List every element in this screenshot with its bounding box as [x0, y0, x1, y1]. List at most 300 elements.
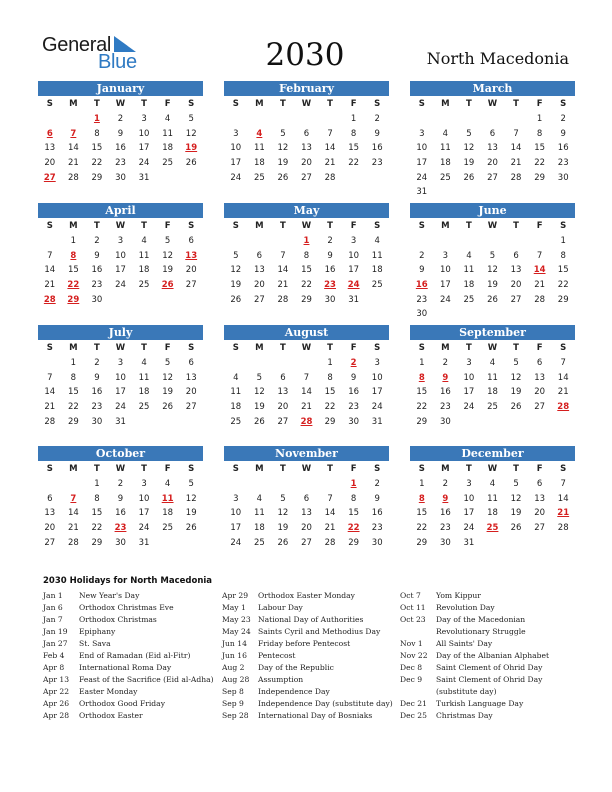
day-cell: 13	[510, 265, 522, 276]
day-cell: 11	[371, 250, 383, 261]
day-cell: 13	[301, 508, 312, 519]
holiday-name: Day of the Republic	[258, 663, 334, 672]
holiday-name: International Day of Bosniaks	[258, 711, 373, 720]
day-cell: 4	[141, 358, 147, 368]
day-cell: 15	[91, 508, 103, 519]
holiday-day-cell: 28	[557, 402, 570, 413]
weekday-label: F	[536, 221, 543, 231]
weekday-label: W	[487, 343, 498, 353]
holiday-entry	[43, 686, 218, 698]
day-cell: 6	[188, 358, 194, 368]
holiday-entry	[400, 590, 575, 602]
day-cell: 7	[327, 493, 333, 504]
day-cell: 11	[253, 143, 265, 154]
weekday-label: S	[560, 99, 567, 109]
logo-general-text: General	[42, 34, 112, 56]
day-cell: 30	[371, 537, 383, 548]
day-cell: 3	[442, 250, 449, 261]
weekday-label: W	[301, 99, 312, 109]
weekday-label: T	[141, 464, 147, 474]
day-cell: 31	[348, 294, 360, 305]
day-cell: 13	[185, 372, 197, 383]
holiday-name: Friday before Pentecost	[258, 639, 351, 648]
holiday-day-cell: 7	[70, 493, 77, 504]
day-cell: 15	[348, 508, 360, 519]
day-cell: 24	[115, 402, 126, 413]
day-cell: 26	[277, 172, 289, 183]
weekday-label: F	[350, 343, 357, 353]
day-cell: 14	[67, 143, 79, 154]
day-cell: 9	[94, 372, 100, 383]
day-cell: 11	[138, 250, 150, 261]
day-cell: 26	[510, 523, 522, 534]
empty-day-cell	[248, 477, 272, 492]
day-cell: 8	[303, 250, 310, 261]
day-cell: 6	[536, 479, 543, 489]
holiday-day-cell: 11	[161, 493, 174, 504]
day-cell: 8	[350, 493, 357, 504]
day-cell: 1	[419, 358, 425, 368]
day-cell: 25	[253, 537, 265, 548]
day-cell: 21	[324, 523, 336, 534]
month-title: February	[224, 81, 389, 96]
weekday-label: S	[232, 221, 239, 231]
day-cell: 9	[419, 265, 425, 276]
day-cell: 30	[439, 537, 451, 548]
day-cell: 16	[371, 143, 383, 154]
day-cell: 29	[416, 416, 428, 427]
day-cell: 14	[510, 143, 522, 154]
holiday-date: Apr 29	[222, 591, 249, 600]
holiday-name: Orthodox Christmas Eve	[79, 603, 174, 612]
holiday-day-cell: 2	[350, 358, 357, 368]
day-cell: 17	[416, 158, 428, 169]
holiday-entry	[400, 674, 575, 698]
day-cell: 29	[91, 172, 103, 183]
day-cell: 26	[162, 402, 174, 413]
day-cell: 12	[510, 372, 522, 383]
weekday-label: T	[94, 464, 100, 474]
day-cell: 9	[374, 493, 380, 504]
holiday-day-cell: 28	[43, 294, 56, 305]
day-cell: 1	[70, 358, 77, 368]
holiday-date: Apr 22	[43, 687, 70, 696]
holiday-date: May 23	[222, 615, 251, 624]
weekday-label: S	[46, 343, 53, 353]
weekday-label: T	[141, 221, 147, 231]
holiday-name: Easter Monday	[79, 687, 138, 696]
day-cell: 3	[466, 358, 472, 368]
weekday-label: F	[350, 464, 357, 474]
holiday-date: Apr 8	[43, 663, 65, 672]
day-cell: 18	[463, 280, 475, 291]
holiday-entry	[222, 662, 397, 674]
month-title: October	[38, 446, 203, 461]
day-cell: 5	[466, 128, 472, 139]
day-cell: 18	[230, 402, 242, 413]
weekday-label: S	[374, 221, 381, 231]
day-cell: 11	[487, 372, 498, 383]
day-cell: 20	[510, 280, 522, 291]
day-cell: 17	[371, 387, 383, 398]
weekday-label: S	[374, 464, 381, 474]
holiday-entry	[222, 650, 397, 662]
day-cell: 20	[534, 508, 546, 519]
empty-day-cell	[295, 356, 319, 371]
day-cell: 30	[557, 172, 569, 183]
holiday-name: St. Sava	[79, 639, 111, 648]
day-cell: 19	[230, 280, 242, 291]
day-cell: 1	[560, 236, 566, 246]
holiday-date: Oct 7	[400, 591, 421, 600]
day-cell: 28	[324, 537, 336, 548]
empty-day-cell	[248, 112, 272, 127]
empty-day-cell	[504, 112, 528, 127]
holiday-day-cell: 22	[67, 280, 80, 291]
weekday-label: S	[188, 343, 195, 353]
holiday-name: Epiphany	[79, 627, 116, 636]
weekday-label: S	[560, 221, 567, 231]
weekday-label: S	[232, 99, 239, 109]
day-cell: 22	[324, 402, 336, 413]
day-cell: 19	[487, 280, 498, 291]
day-cell: 12	[185, 128, 197, 139]
holiday-entry	[43, 614, 218, 626]
empty-day-cell	[410, 112, 434, 127]
day-cell: 17	[115, 387, 126, 398]
day-cell: 10	[439, 265, 451, 276]
holiday-day-cell: 25	[486, 523, 499, 534]
holiday-date: Oct 23	[400, 615, 426, 624]
holiday-name: Independence Day	[258, 687, 330, 696]
day-cell: 25	[463, 294, 475, 305]
day-cell: 23	[91, 280, 103, 291]
day-cell: 8	[350, 128, 357, 139]
day-cell: 27	[277, 416, 289, 427]
holiday-date: Nov 1	[400, 639, 423, 648]
day-cell: 5	[233, 250, 239, 261]
empty-day-cell	[271, 112, 295, 127]
empty-day-cell	[248, 234, 272, 249]
day-cell: 25	[162, 523, 174, 534]
month-title: September	[410, 325, 575, 340]
day-cell: 31	[463, 537, 475, 548]
day-cell: 19	[277, 523, 289, 534]
day-cell: 5	[280, 128, 286, 139]
empty-day-cell	[224, 234, 248, 249]
holiday-entry	[222, 590, 397, 602]
day-cell: 2	[419, 250, 425, 261]
day-cell: 21	[534, 280, 546, 291]
day-cell: 5	[513, 479, 519, 489]
empty-day-cell	[295, 112, 319, 127]
day-cell: 13	[44, 143, 56, 154]
empty-day-cell	[528, 234, 552, 249]
day-cell: 26	[510, 402, 522, 413]
empty-day-cell	[38, 356, 62, 371]
holiday-day-cell: 13	[185, 250, 198, 261]
day-cell: 23	[91, 402, 103, 413]
day-cell: 3	[117, 236, 124, 246]
day-cell: 31	[371, 416, 383, 427]
day-cell: 25	[230, 416, 242, 427]
day-cell: 22	[416, 523, 428, 534]
month-august	[224, 325, 389, 429]
day-cell: 29	[348, 537, 360, 548]
day-cell: 27	[534, 402, 546, 413]
day-cell: 16	[439, 508, 451, 519]
day-cell: 20	[534, 387, 546, 398]
holiday-entry	[222, 638, 397, 650]
empty-day-cell	[271, 356, 295, 371]
holiday-entry	[43, 638, 218, 650]
day-cell: 17	[230, 158, 242, 169]
empty-day-cell	[224, 477, 248, 492]
day-cell: 7	[560, 358, 566, 368]
weekday-label: S	[418, 343, 425, 353]
day-cell: 21	[277, 280, 289, 291]
day-cell: 2	[117, 479, 124, 489]
day-cell: 20	[487, 158, 498, 169]
holiday-day-cell: 27	[43, 172, 56, 183]
holiday-day-cell: 4	[256, 128, 263, 139]
day-cell: 24	[416, 172, 428, 183]
day-cell: 8	[327, 372, 333, 383]
day-cell: 6	[303, 493, 310, 504]
day-cell: 15	[557, 265, 569, 276]
day-cell: 10	[138, 493, 150, 504]
day-cell: 4	[164, 114, 171, 124]
day-cell: 12	[162, 250, 174, 261]
day-cell: 28	[44, 416, 56, 427]
day-cell: 12	[230, 265, 242, 276]
day-cell: 5	[256, 372, 263, 383]
day-cell: 29	[301, 294, 312, 305]
day-cell: 15	[416, 387, 428, 398]
day-cell: 10	[230, 143, 242, 154]
day-cell: 21	[510, 158, 522, 169]
weekday-label: T	[327, 99, 333, 109]
empty-day-cell	[481, 112, 505, 127]
month-title: March	[410, 81, 575, 96]
holiday-name: Saint Clement of Ohrid Day	[436, 663, 543, 672]
empty-day-cell	[318, 477, 342, 492]
month-title: April	[38, 203, 203, 218]
holiday-day-cell: 8	[418, 372, 425, 383]
day-cell: 7	[303, 372, 310, 383]
weekday-label: T	[513, 343, 519, 353]
weekday-label: S	[46, 99, 53, 109]
day-cell: 6	[536, 358, 543, 368]
weekday-label: S	[560, 464, 567, 474]
holiday-date: Sep 8	[222, 687, 244, 696]
holiday-date: Dec 25	[400, 711, 427, 720]
weekday-label: M	[69, 464, 78, 474]
day-cell: 18	[487, 508, 498, 519]
weekday-label: T	[327, 221, 333, 231]
day-cell: 30	[348, 416, 360, 427]
weekday-label: M	[69, 221, 78, 231]
weekday-label: T	[466, 343, 472, 353]
holiday-name: Feast of the Sacrifice (Eid al-Adha)	[79, 675, 214, 684]
day-cell: 2	[94, 358, 100, 368]
day-cell: 25	[138, 280, 150, 291]
day-cell: 10	[463, 372, 475, 383]
day-cell: 21	[67, 523, 79, 534]
weekday-label: M	[255, 343, 264, 353]
day-cell: 3	[466, 479, 472, 489]
day-cell: 3	[141, 114, 147, 124]
empty-day-cell	[434, 234, 458, 249]
weekday-label: W	[115, 99, 126, 109]
day-cell: 3	[350, 236, 357, 246]
weekday-label: M	[441, 464, 450, 474]
day-cell: 12	[487, 265, 498, 276]
day-cell: 28	[510, 172, 522, 183]
weekday-label: T	[141, 343, 147, 353]
day-cell: 28	[557, 523, 569, 534]
day-cell: 25	[253, 172, 265, 183]
month-title: June	[410, 203, 575, 218]
weekday-label: W	[301, 221, 312, 231]
holiday-name: Labour Day	[258, 603, 303, 612]
day-cell: 2	[327, 236, 333, 246]
day-cell: 19	[162, 387, 174, 398]
holiday-entry	[222, 686, 397, 698]
day-cell: 30	[416, 309, 428, 320]
brand-logo	[42, 34, 162, 74]
day-cell: 7	[513, 128, 519, 139]
day-cell: 11	[439, 143, 451, 154]
month-february	[224, 81, 389, 185]
weekday-label: T	[280, 221, 286, 231]
day-cell: 20	[44, 158, 56, 169]
day-cell: 19	[253, 402, 265, 413]
month-title: August	[224, 325, 389, 340]
day-cell: 21	[324, 158, 336, 169]
day-cell: 23	[115, 158, 126, 169]
day-cell: 17	[463, 508, 475, 519]
day-cell: 1	[70, 236, 77, 246]
day-cell: 17	[138, 143, 150, 154]
day-cell: 30	[439, 416, 451, 427]
weekday-label: S	[188, 221, 195, 231]
day-cell: 18	[162, 143, 174, 154]
holiday-list-column-1	[43, 590, 218, 722]
day-cell: 26	[185, 523, 197, 534]
holiday-date: Jun 14	[222, 639, 247, 648]
weekday-label: W	[487, 464, 498, 474]
day-cell: 22	[348, 158, 360, 169]
holiday-entry	[43, 698, 218, 710]
weekday-label: W	[487, 221, 498, 231]
day-cell: 28	[324, 172, 336, 183]
day-cell: 11	[230, 387, 242, 398]
weekday-label: M	[441, 343, 450, 353]
holiday-date: Jan 1	[43, 591, 63, 600]
day-cell: 16	[439, 387, 451, 398]
day-cell: 4	[489, 358, 496, 368]
day-cell: 17	[115, 265, 126, 276]
holiday-name: International Roma Day	[79, 663, 172, 672]
day-cell: 22	[534, 158, 546, 169]
day-cell: 1	[94, 479, 100, 489]
holiday-entry	[222, 710, 397, 722]
day-cell: 27	[44, 537, 56, 548]
day-cell: 9	[117, 128, 124, 139]
holiday-list-column-2	[222, 590, 397, 722]
empty-day-cell	[457, 234, 481, 249]
day-cell: 15	[301, 265, 312, 276]
weekday-label: T	[513, 464, 519, 474]
holiday-day-cell: 24	[347, 280, 360, 291]
holiday-date: Oct 11	[400, 603, 426, 612]
day-cell: 26	[230, 294, 242, 305]
month-july	[38, 325, 203, 429]
weekday-label: T	[466, 99, 472, 109]
holiday-day-cell: 26	[161, 280, 174, 291]
day-cell: 4	[164, 479, 171, 489]
day-cell: 6	[47, 493, 53, 504]
holiday-name: Day of the Macedonian Revolutionary Struggle	[436, 615, 526, 636]
day-cell: 5	[188, 479, 194, 489]
day-cell: 20	[301, 523, 312, 534]
day-cell: 22	[91, 523, 103, 534]
day-cell: 18	[138, 265, 150, 276]
weekday-label: T	[327, 343, 333, 353]
day-cell: 12	[463, 143, 475, 154]
day-cell: 6	[513, 250, 519, 261]
day-cell: 24	[463, 402, 475, 413]
holiday-name: Yom Kippur	[436, 591, 481, 600]
holiday-name: Saints Cyril and Methodius Day	[258, 627, 381, 636]
day-cell: 14	[324, 508, 336, 519]
day-cell: 31	[115, 416, 126, 427]
day-cell: 4	[233, 372, 239, 383]
day-cell: 6	[280, 372, 286, 383]
day-cell: 7	[280, 250, 286, 261]
day-cell: 18	[138, 387, 150, 398]
holiday-entry	[43, 590, 218, 602]
holiday-date: Dec 21	[400, 699, 427, 708]
holiday-day-cell: 22	[347, 523, 360, 534]
weekday-label: W	[115, 221, 126, 231]
day-cell: 1	[327, 358, 333, 368]
weekday-label: W	[487, 99, 498, 109]
day-cell: 23	[371, 158, 383, 169]
holiday-date: Apr 26	[43, 699, 70, 708]
holiday-entry	[222, 602, 397, 614]
holiday-name: Orthodox Easter Monday	[258, 591, 355, 600]
day-cell: 18	[253, 158, 265, 169]
weekday-label: F	[350, 221, 357, 231]
holiday-date: Jan 6	[43, 603, 63, 612]
day-cell: 18	[253, 523, 265, 534]
day-cell: 19	[510, 387, 522, 398]
day-cell: 15	[348, 143, 360, 154]
country-name: North Macedonia	[426, 49, 569, 68]
holiday-date: Sep 28	[222, 711, 249, 720]
weekday-label: F	[164, 464, 171, 474]
day-cell: 20	[185, 265, 197, 276]
day-cell: 26	[185, 158, 197, 169]
weekday-label: W	[115, 343, 126, 353]
day-cell: 2	[94, 236, 100, 246]
day-cell: 29	[534, 172, 546, 183]
day-cell: 20	[277, 402, 289, 413]
weekday-label: T	[141, 99, 147, 109]
day-cell: 14	[557, 493, 569, 504]
